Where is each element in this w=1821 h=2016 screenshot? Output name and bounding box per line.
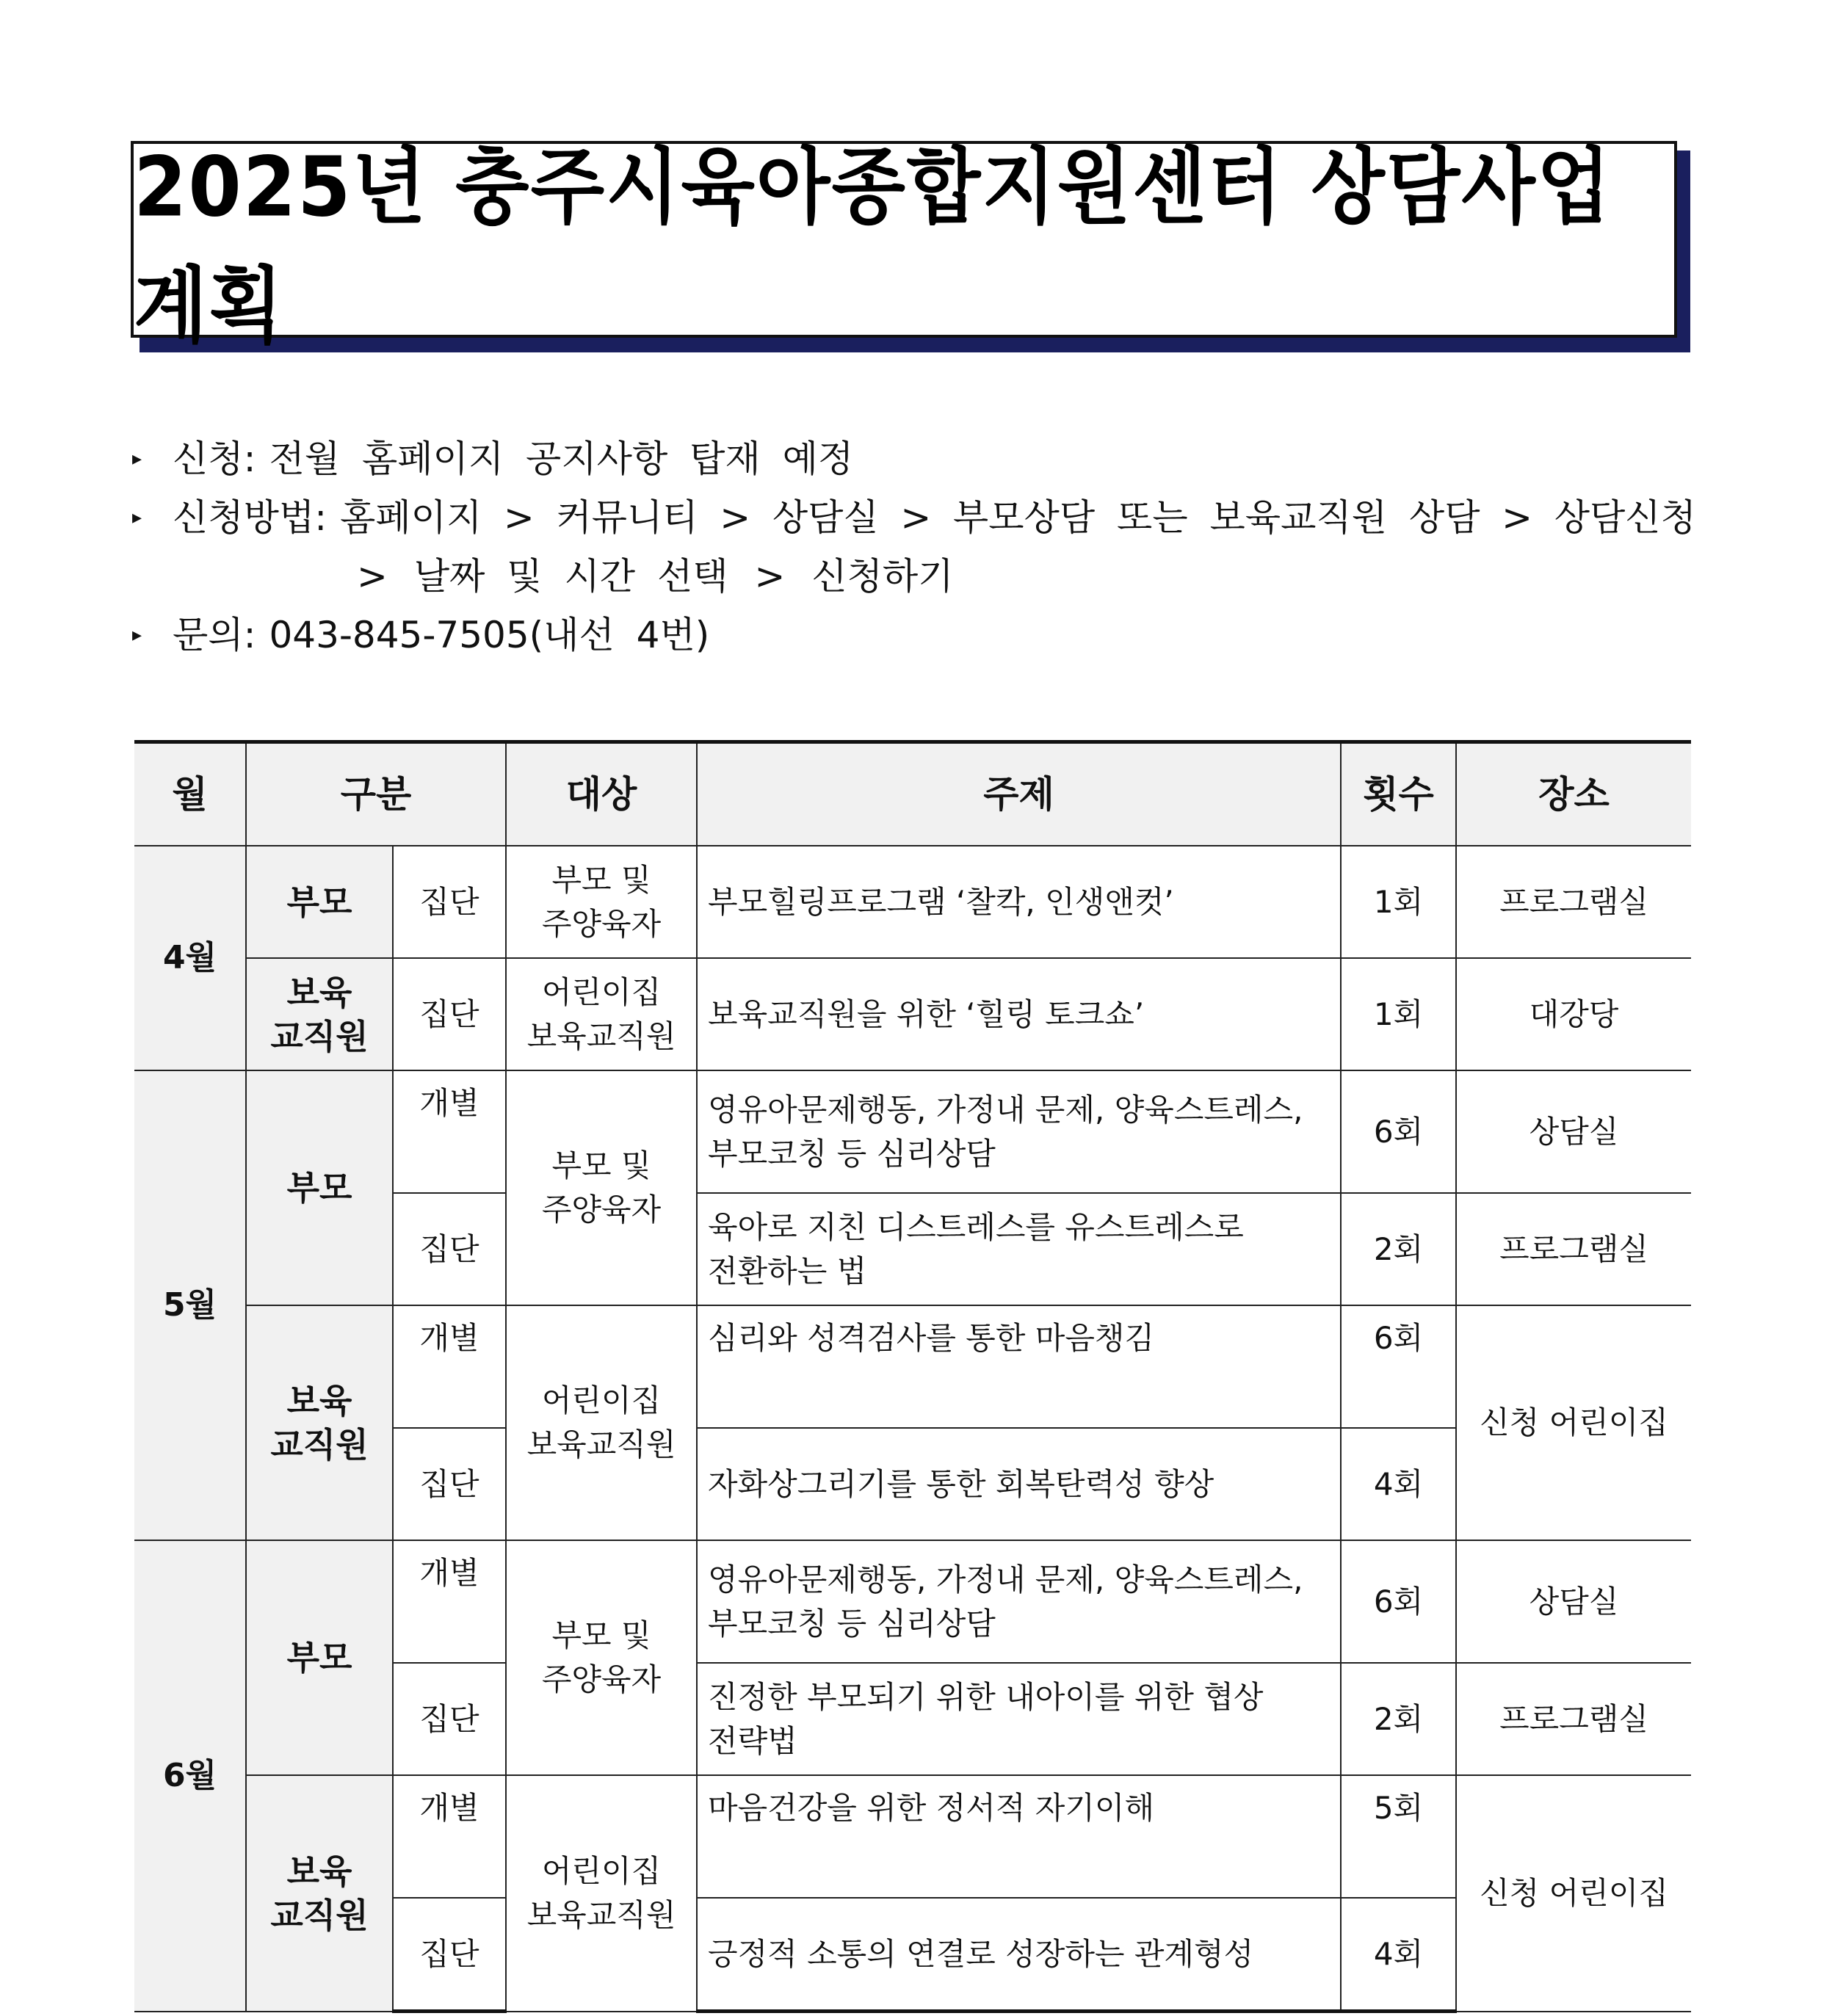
count-cell: 6회 [1341,1540,1456,1663]
info-apply [132,429,1696,488]
type-cell: 집단 [393,1193,506,1305]
topic-cell: 자화상그리기를 통한 회복탄력성 향상 [697,1428,1341,1540]
count-cell: 4회 [1341,1898,1456,2012]
topic-cell: 보육교직원을 위한 ‘힐링 토크쇼’ [697,958,1341,1070]
method-label: 신청방법: [173,496,327,539]
count-cell: 6회 [1341,1070,1456,1193]
header-count: 횟수 [1341,742,1456,846]
info-method [132,488,1696,547]
method-step: 커뮤니티 [556,496,698,539]
method-step: 상담실 [772,496,879,539]
apply-label: 신청: [173,438,256,480]
group-cell: 부모 [246,1540,393,1775]
topic-cell: 영유아문제행동, 가정내 문제, 양육스트레스, 부모코칭 등 심리상담 [697,1070,1341,1193]
method-steps [340,488,1696,547]
count-cell: 5회 [1341,1775,1456,1898]
table-row [134,958,1691,1070]
target-cell: 어린이집 보육교직원 [506,1305,697,1540]
type-cell: 개별 [393,1775,506,1898]
place-cell: 상담실 [1456,1540,1691,1663]
place-cell: 상담실 [1456,1070,1691,1193]
separator: > [357,555,388,598]
topic-cell: 영유아문제행동, 가정내 문제, 양육스트레스, 부모코칭 등 심리상담 [697,1540,1341,1663]
type-cell: 집단 [393,846,506,958]
separator: > [503,496,535,539]
group-cell: 보육 교직원 [246,1305,393,1540]
group-cell: 부모 [246,1070,393,1305]
count-cell: 2회 [1341,1193,1456,1305]
method-step: 신청하기 [811,555,954,598]
bullet-triangle-icon: ▸ [132,448,142,470]
type-cell: 집단 [393,1428,506,1540]
place-cell: 대강당 [1456,958,1691,1070]
count-cell: 2회 [1341,1663,1456,1775]
header-category: 구분 [246,742,506,846]
place-cell: 신청 어린이집 [1456,1305,1691,1540]
place-cell: 프로그램실 [1456,1193,1691,1305]
type-cell: 집단 [393,958,506,1070]
count-cell: 1회 [1341,846,1456,958]
separator: > [1502,496,1533,539]
header-target: 대상 [506,742,697,846]
separator: > [720,496,751,539]
method-step: 상담신청 [1554,496,1696,539]
topic-cell: 부모힐링프로그램 ‘찰칵, 인생앤컷’ [697,846,1341,958]
target-cell: 어린이집 보육교직원 [506,958,697,1070]
header-place: 장소 [1456,742,1691,846]
title-box [131,138,1677,355]
separator: > [754,555,786,598]
table-row [134,846,1691,958]
type-cell: 집단 [393,1898,506,2012]
type-cell: 개별 [393,1540,506,1663]
target-cell: 부모 및 주양육자 [506,1540,697,1775]
topic-cell: 육아로 지친 디스트레스를 유스트레스로 전환하는 법 [697,1193,1341,1305]
bullet-triangle-icon: ▸ [132,624,142,646]
method-step: 홈페이지 [340,496,482,539]
target-cell: 어린이집 보육교직원 [506,1775,697,2012]
contact-text: 043-845-7505(내선 4번) [269,614,710,656]
topic-cell: 긍정적 소통의 연결로 성장하는 관계형성 [697,1898,1341,2012]
table-row [134,1540,1691,1663]
topic-cell: 마음건강을 위한 정서적 자기이해 [697,1775,1341,1898]
month-cell: 4월 [134,846,246,1070]
place-cell: 신청 어린이집 [1456,1775,1691,2012]
schedule-table [134,740,1691,2013]
count-cell: 6회 [1341,1305,1456,1428]
group-cell: 보육 교직원 [246,958,393,1070]
month-cell: 5월 [134,1070,246,1540]
target-cell: 부모 및 주양육자 [506,1070,697,1305]
table-row [134,1070,1691,1193]
contact-label: 문의: [173,614,256,656]
target-cell: 부모 및 주양육자 [506,846,697,958]
count-cell: 1회 [1341,958,1456,1070]
header-month: 월 [134,742,246,846]
group-cell: 보육 교직원 [246,1775,393,2012]
method-step: 날짜 및 시간 선택 [413,555,728,598]
info-contact [132,606,1696,664]
table-row [134,1775,1691,1898]
place-cell: 프로그램실 [1456,846,1691,958]
info-list [132,429,1696,664]
type-cell: 집단 [393,1663,506,1775]
type-cell: 개별 [393,1305,506,1428]
group-cell: 부모 [246,846,393,958]
method-step: 부모상담 또는 보육교직원 상담 [952,496,1480,539]
topic-cell: 심리와 성격검사를 통한 마음챙김 [697,1305,1341,1428]
bullet-triangle-icon: ▸ [132,507,142,529]
header-topic: 주제 [697,742,1341,846]
page-title: 2025년 충주시육아종합지원센터 상담사업 계획 [134,138,1612,355]
topic-cell: 진정한 부모되기 위한 내아이를 위한 협상 전략법 [697,1663,1341,1775]
info-method-continued [132,547,1696,606]
table-header-row [134,742,1691,846]
apply-text: 전월 홈페이지 공지사항 탑재 예정 [269,438,854,480]
count-cell: 4회 [1341,1428,1456,1540]
separator: > [900,496,932,539]
month-cell: 6월 [134,1540,246,2012]
type-cell: 개별 [393,1070,506,1193]
table-row [134,1305,1691,1428]
place-cell: 프로그램실 [1456,1663,1691,1775]
